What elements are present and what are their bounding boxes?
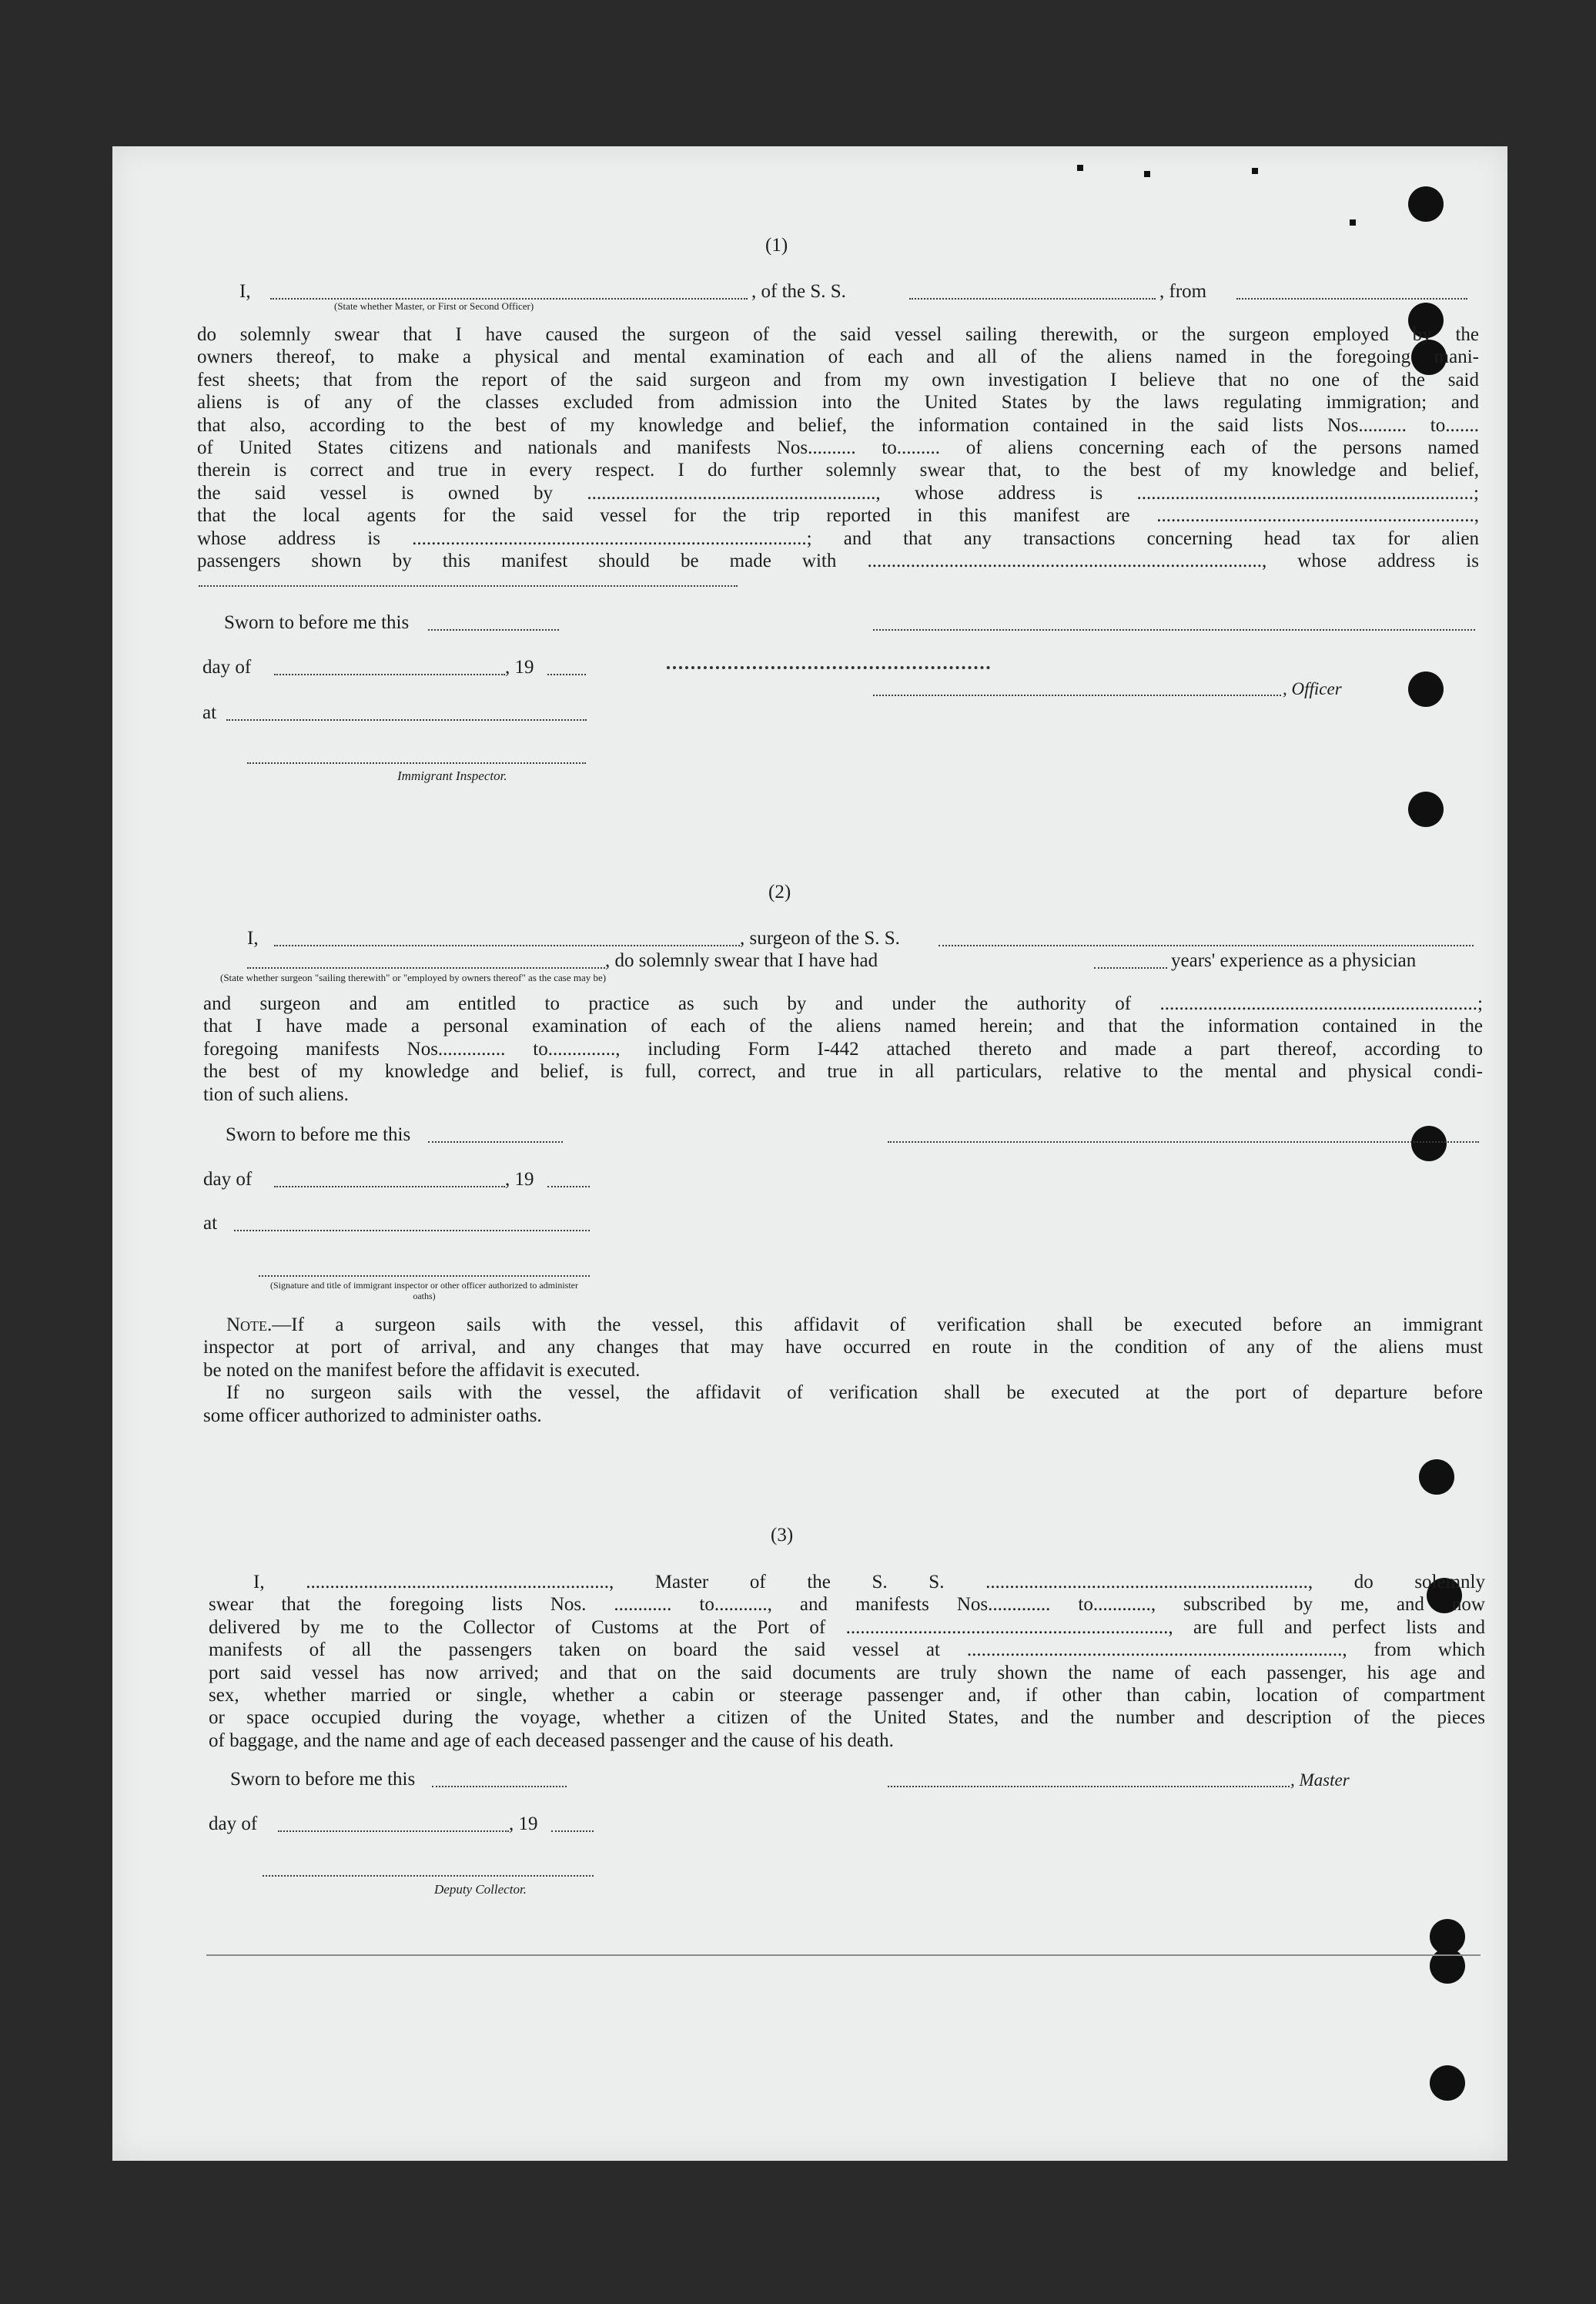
master-signature-field[interactable] [888, 1786, 1290, 1787]
immigrant-inspector-label: Immigrant Inspector. [397, 769, 507, 783]
signature-title-note: (Signature and title of immigrant inspector or other officer authorized to administer oaths) [270, 1280, 578, 1301]
section-2-line: the best of my knowledge and belief, is full, correct, and true in all particulars, relative to the mental and physical condi- [203, 1061, 1483, 1083]
officer-rank-field[interactable] [270, 298, 748, 300]
agent-address-field[interactable] [199, 585, 738, 587]
binding-hole [1408, 671, 1444, 707]
note2-text: If no surgeon sails with the vessel, the affidavit of verification shall be executed at the port of departure before [226, 1382, 1483, 1404]
at-field-1[interactable] [226, 719, 587, 721]
note-line: inspector at port of arrival, and any changes that may have occurred en route in the condition of any of the aliens must [203, 1337, 1483, 1358]
officer-signature-field[interactable] [873, 695, 1281, 696]
year-label-2: , 19 [505, 1169, 534, 1190]
section-3-line: or space occupied during the voyage, whether a citizen of the United States, and the number and description of the pieces [209, 1707, 1485, 1729]
section-2-opening [247, 928, 1483, 949]
surgeon-of-label: , surgeon of the S. S. [740, 928, 900, 949]
section-1-line: fest sheets; that from the report of the said surgeon and from my own investigation I believe that no one of the said [197, 369, 1479, 390]
officer-label: , Officer [1283, 679, 1342, 698]
section-1-line: aliens is of any of the classes excluded from admission into the United States by the laws regulating immigration; and [197, 392, 1479, 414]
year-label-3: , 19 [509, 1813, 538, 1834]
years-experience-label: years' experience as a physician [1171, 950, 1417, 971]
note-line [203, 1314, 1483, 1336]
section-1-line: of United States citizens and nationals and manifests Nos.......... to......... of aliens concerning each of the persons named [197, 437, 1479, 459]
day-of-field-2[interactable] [274, 1186, 505, 1187]
bottom-rule [206, 1954, 1481, 1956]
note-line [203, 1381, 1483, 1404]
note-text: —If a surgeon sails with the vessel, this affidavit of verification shall be executed before an immigrant [272, 1314, 1483, 1335]
section-1-line: the said vessel is owned by ............................................................, whose address is ......................................................................; [197, 482, 1479, 504]
section-3-number: (3) [771, 1525, 794, 1545]
section-3-line: port said vessel has now arrived; and that on the said documents are truly shown the name of each passenger, his age and [209, 1662, 1485, 1683]
section-1-line: that also, according to the best of my knowledge and belief, the information contained in the said lists Nos.......... to....... [197, 414, 1479, 436]
section-3-line: delivered by me to the Collector of Customs at the Port of ..................................................................., are full and perfect lists and [209, 1616, 1485, 1638]
punch-mark [1144, 171, 1150, 177]
collector-signature-field[interactable] [263, 1875, 594, 1877]
binding-hole [1408, 792, 1444, 827]
section-2-line: that I have made a personal examination of each of the aliens named herein; and that the information contained in the [203, 1016, 1483, 1037]
form-page [112, 146, 1507, 2161]
signature-line-1a[interactable] [873, 629, 1475, 631]
punch-mark [1077, 165, 1083, 171]
sworn-label-1: Sworn to before me this [224, 612, 410, 633]
surgeon-type-field[interactable] [247, 967, 605, 969]
section-3-body [209, 1571, 1485, 1752]
section-3-first-line: I, ..............................................................., Master of the S. S. ..................................................................., do solemnly [253, 1572, 1485, 1592]
years-field[interactable] [1094, 967, 1167, 969]
vessel-name-field[interactable] [909, 298, 1156, 300]
note-line: be noted on the manifest before the affidavit is executed. [203, 1359, 641, 1381]
day-of-label-2: day of [203, 1169, 253, 1190]
section-2-line: foregoing manifests Nos.............. to.............., including Form I-442 attached thereto and made a part thereof, according to [203, 1038, 1483, 1060]
section-1-line: that the local agents for the said vessel for the trip reported in this manifest are .................................................................., [197, 505, 1479, 527]
inspector-signature-field[interactable] [247, 762, 586, 764]
sworn-label-3: Sworn to before me this [230, 1769, 416, 1790]
opening-i-2: I, [247, 928, 259, 949]
section-1-body [197, 323, 1479, 572]
surgeon-type-note: (State whether surgeon "sailing therewith" or "employed by owners thereof" as the case may be) [220, 972, 607, 983]
section-2-body [203, 993, 1483, 1106]
section-1-line: passengers shown by this manifest should be made with .................................................................................., whose address is [197, 551, 1479, 572]
year-label-1: , 19 [505, 657, 534, 678]
section-3-line: sex, whether married or single, whether a cabin or steerage passenger and, if other than cabin, location of compartment [209, 1685, 1485, 1706]
inspector-signature-field-2[interactable] [259, 1275, 590, 1277]
binding-hole [1419, 1459, 1454, 1495]
section-3-line [209, 1571, 1485, 1593]
officer-rank-note: (State whether Master, or First or Second Officer) [334, 300, 534, 312]
day-of-label-1: day of [202, 657, 252, 678]
binding-hole [1411, 1126, 1447, 1161]
sworn-label-2: Sworn to before me this [226, 1124, 411, 1145]
section-3-line: swear that the foregoing lists Nos. ............ to..........., and manifests Nos............. to............, subscribed by me, and now [209, 1594, 1485, 1616]
at-label-2: at [203, 1213, 218, 1234]
from-port-field[interactable] [1236, 298, 1467, 300]
punch-mark [1252, 168, 1258, 174]
opening-i: I, [239, 281, 251, 302]
note-label: Note. [226, 1314, 273, 1335]
section-2-line: and surgeon and am entitled to practice as such by and under the authority of ..................................................................; [203, 993, 1483, 1014]
at-label-1: at [202, 702, 217, 723]
day-of-label-3: day of [209, 1813, 258, 1834]
surgeon-name-field[interactable] [274, 945, 740, 946]
section-1-line: therein is correct and true in every respect. I do further solemnly swear that, to the best of my knowledge and belief, [197, 460, 1479, 481]
sworn-date-field-1[interactable] [428, 629, 559, 631]
section-1-line: do solemnly swear that I have caused the surgeon of the said vessel sailing therewith, or the surgeon employed by the [197, 324, 1479, 345]
section-1-number: (1) [765, 235, 788, 256]
from-label: , from [1159, 281, 1207, 302]
section-1-line: owners thereof, to make a physical and mental examination of each and all of the aliens named in the foregoing mani- [197, 347, 1479, 368]
at-field-2[interactable] [234, 1230, 590, 1231]
sworn-date-field-3[interactable] [432, 1786, 567, 1787]
binding-hole [1408, 186, 1444, 222]
year-field-2[interactable] [547, 1186, 590, 1187]
year-field-3[interactable] [551, 1830, 594, 1832]
surgeon-signature-field[interactable] [888, 1141, 1479, 1143]
section-2-number: (2) [768, 882, 791, 903]
master-label: , Master [1290, 1770, 1350, 1790]
sworn-date-field-2[interactable] [428, 1141, 563, 1143]
binding-hole [1430, 1948, 1465, 1984]
punch-mark [1350, 219, 1356, 226]
vessel-name-field-2[interactable] [939, 945, 1474, 946]
note-line: some officer authorized to administer oaths. [203, 1405, 542, 1426]
section-3-line: manifests of all the passengers taken on board the said vessel at .............................................................................., from which [209, 1639, 1485, 1661]
bleed-through-text [374, 223, 380, 249]
year-field-1[interactable] [547, 674, 586, 675]
of-the-ss-label: , of the S. S. [751, 281, 846, 302]
note-paragraph [203, 1314, 1483, 1427]
deputy-collector-label: Deputy Collector. [434, 1882, 527, 1897]
section-1-opening [239, 281, 1483, 303]
day-of-field-1[interactable] [274, 674, 505, 675]
day-of-field-3[interactable] [278, 1830, 509, 1832]
binding-hole [1430, 2065, 1465, 2101]
section-2-line: tion of such aliens. [203, 1083, 349, 1105]
section-3-line: of baggage, and the name and age of each deceased passenger and the cause of his death. [209, 1730, 894, 1751]
section-1-line: whose address is ..................................................................................; and that any transactions concerning head tax for alien [197, 527, 1479, 549]
do-swear-label: , do solemnly swear that I have had [605, 950, 878, 971]
stray-dot-row [667, 666, 990, 669]
